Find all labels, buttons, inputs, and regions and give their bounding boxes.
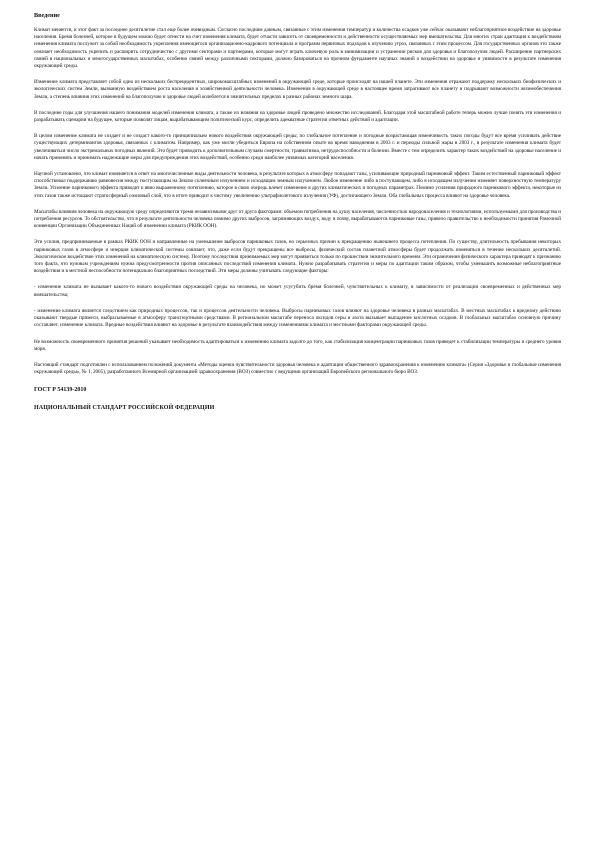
paragraph-5: Научной установлено, что климат изменяется в ответ на многочисленные виды деятельности человека, в результате которых в атмосферу попадают газы, усиливающие природный парниковый эффект. Таким естественный парниковый эффект способствовал поддержанию равновесия между поступающим на Землю солнечным излучением и исходящим земным излучением. Любое изменение либо в поступающем, либо в исходящем излучении изменяет поверхностную температуру Земли. Усиление парникового эффекта приводит к явно выраженному потеплению, которое в свою очередь влечет изменение в других климатических и погодных параметрах. Помимо усиления природного парникового эффекта, некоторые из этих газов также истощают стратосферный озоновый слой, что в итоге приводит к чистому увеличению ультрафиолетового излучения (УФ), достигающего Земли. Оба глобальных процесса влияют на здоровье человека. bbox=[34, 171, 561, 199]
list-item-1: - изменение климата не вызывает какого-то нового воздействия окружающей среды на человека, но может усугубить бремя болезней, чувствительных к климату, в зависимости от реализации своевременных и действенных мер вмешательства; bbox=[34, 284, 561, 298]
paragraph-3: В последние годы для улучшения нашего понимания моделей изменения климата, а также их влияния на здоровье людей проведено множество исследований. Благодаря этой масштабной работе теперь можно лучше понять эти изменения и разрабатывать сценарии на будущее, которые позволят лицам, вырабатывающим политический курс, определить адекватные стратегии ответных действий и адаптации. bbox=[34, 109, 561, 124]
paragraph-6: Масштабы влияния человека на окружающую среду определяются тремя независимыми друг от друга факторами: объемом потребления на душу населения, численностью народонаселения и технологиями, используемыми для производства и потребления ресурсов. То обстоятельство, что в результате деятельности человека помимо других выбросов, загрязняющих воздух, воду и почву, вырабатываются парниковые газы, привело правительство к необходимости принятия Рамочной конвенции Организации Объединенных Наций об изменении климата (РКИК ООН). bbox=[34, 208, 561, 230]
paragraph-1: Климат меняется, и этот факт за последнее десятилетие стал еще более очевидным. Согласно последним данным, связанные с этим изменения температур и количества осадков уже сейчас оказывают неблагоприятное воздействие на здоровье населения. Бремя болезней, которое в будущем можно будет отнести на счет изменения климата, будет отчасти зависеть от своевременности и действенности осуществляемых мер вмешательства. Для многих стран адаптация к воздействиям изменения климата послужит за собой необходимость укрепления имеющегося организационно-кадрового потенциала и программ первичных подходов к изучению угроз, связанных с этим процессом. Для государственных органов это также означает необходимость укрепить и расширить сотрудничество с другими секторами и партнерами, которые могут играть ключевую роль в минимизации и устранении рисков для здоровья и благополучия людей. Расширение партнерских связей в национальных и межгосударственных масштабах, особенно связей между различными секторами, должно базироваться на прочном фундаменте научных знаний о воздействии на здоровье и уязвимости в результате изменения окружающей среды. bbox=[34, 27, 561, 70]
document-code: ГОСТ Р 54139-2010 bbox=[34, 387, 87, 394]
section-heading: Введение bbox=[34, 12, 60, 19]
list-item-2: - изменение климата является следствием как природных процессов, так и процессов деятельности человека. Выбросы парниковых газов влияют на здоровье человека в разных масштабах. В местных масштабах к вредному действию оказывают твердые примеси, выбрасываемые в атмосферу транспортными средствами. В региональном масштабе переноса оксидов серы и азота вызывает выпадение кислотных осадков. В глобальных масштабах основную причину составляет, изменение климата. Вредные воздействия влияют на здоровье в результате взаимодействия между изменениями климата и местными факторами окружающей среды. bbox=[34, 307, 561, 329]
closing-paragraph-1: Не возможность своевременного принятия решений указывает необходимость адаптироваться к изменению климата задолго до того, как стабилизация концентрации парниковых газов приведет к стабилизации температуры и среднего уровня моря. bbox=[34, 338, 561, 352]
paragraph-2: Изменение климата представляет собой одно из нескольких беспрецедентных, широкомасштабных изменений в окружающей среде, которые происходят на нашей планете. Эти изменения отражают поддержку нескольких биофизических и экологических систем Земли, вызванную воздействием роста населения и хозяйственной деятельности человека. Изменения в окружающей среде в настоящее время затрагивают все планету и подрывают возможности жизнеобеспечения Земли, а степень влияния этих изменений на благополучие и здоровье людей колеблется в значительных пределах в разных районах земного шара. bbox=[34, 79, 561, 100]
paragraph-7: Эти усилия, предпринимаемые в рамках РКИК ООН и направленные на уменьшение выбросов парниковых газов, но серьезных причин к прекращению нынешнего процесса потепления. По существу, длительность пребывания некоторых парниковых газов в атмосфере и инерция климатической системы означает, что, даже если будут прекращены все выбросы, физический состав планетной атмосферы будет продолжать изменяться в течение нескольких десятилетий. Экологическое воздействие этих изменений на климатическую систему. Поэтому последствия принимаемых мер могут проявиться только по прошествии значительного времени. Эти ограничения физического характера приводят к признанию того факта, что нужным учреждениям нужна предусмотренности против описанных последствий изменения климата. Нужно разрабатывать стратегии и меры по адаптации таким образом, чтобы уменьшить возможные неблагоприятные воздействия и в местной неспособности потенциально благоприятных последствий. Эти меры должны учитывать следующие факторы: bbox=[34, 239, 561, 275]
paragraph-4: В целом изменение климата не создает и не создаст какого-то принципиально нового воздействия окружающей среды; по глобальное потепление и погодные возрастающая изменчивость таких погоды будут все время усиливать действие существующих детерминантов здоровья, связанных с климатом. Например, как уже могли убедиться Европа на собственном опыте во время наводнения в 2003 г. и периоды сильной жары в 2003 г., в результате изменения климата будет увеличиваться число экстремальных погодных явлений. Это будет приводить к дополнительным случаям смертности, травматизма, нетрудоспособности и болезни. Вместе с тем определить характер таких воздействий на здоровье население и начать применять и принимать надлежащие меры для предупреждения этих воздействий, особенно среди наиболее уязвимых категорий населения. bbox=[34, 133, 561, 161]
standard-title: НАЦИОНАЛЬНЫЙ СТАНДАРТ РОССИЙСКОЙ ФЕДЕРАЦИИ bbox=[34, 405, 215, 412]
closing-paragraph-2: Настоящий стандарт подготовлен с использованием положений документа «Методы оценки чувствительности здоровья человека и адаптации общественного здравоохранения к изменению климата» (Серия «Здоровье и глобальные изменения окружающей среды», № 1, 2005), разработанного Всемирной организацией здравоохранения (ВОЗ) совместно с ведущими организаций Европейского регионального бюро ВОЗ. bbox=[34, 361, 561, 376]
